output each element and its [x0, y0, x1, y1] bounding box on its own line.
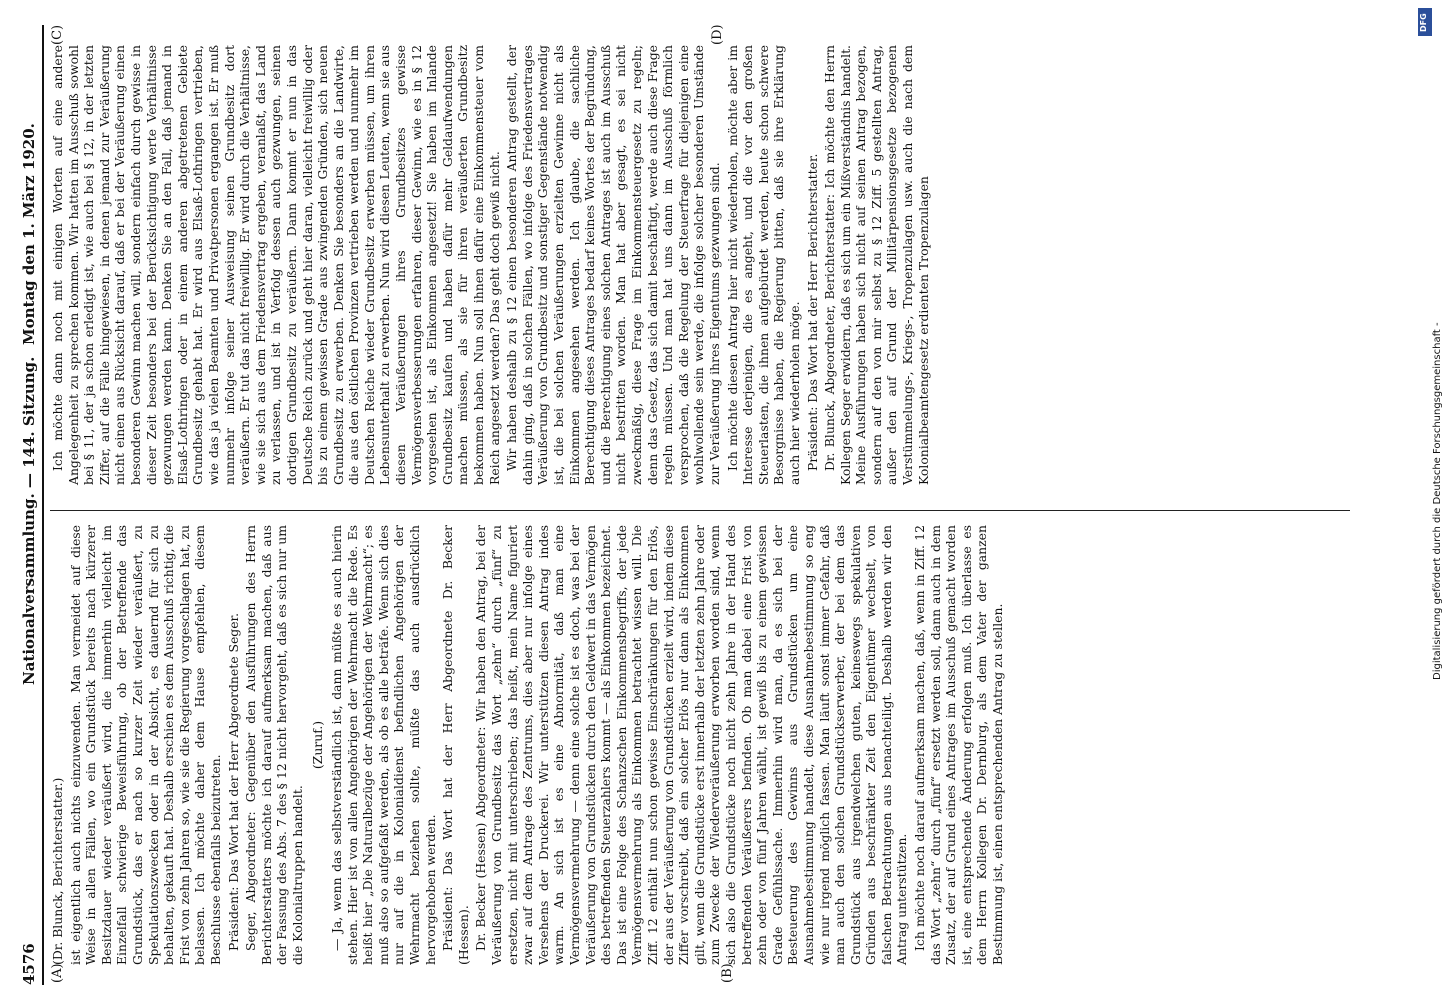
- margin-mark-d: (D): [710, 24, 725, 45]
- paragraph: Präsident: Das Wort hat der Herr Abgeordnete Seger.: [225, 612, 241, 951]
- page-number: 4576: [20, 943, 38, 985]
- paragraph: Dr. Becker (Hessen) Abgeordneter: Wir haben den Antrag, bei der Veräußerung von Grundbesitz das Wort „zehn“ durch „fünf“ zu ersetzen, nicht mit unterschrieben; das heißt, mein Name figuriert zwar auf dem Antrage des Zentrums, dies aber nur infolge eines Versehens der Druckerei. Wir unterstützen diesen Antrag indes warm. An sich ist es eine Abnormität, daß man eine Vermögensvermehrung — denn eine solche ist es doch, was bei der Veräußerung von Grundstücken durch den Geldwert in das Vermögen des betreffenden Steuerzahlers kommt — als Einkommen bezeichnet. Das ist eine Folge des Schanzschen Einkommensbegriffs, der jede Vermögensvermehrung als Einkommen betrachtet wissen will. Die Ziff. 12 enthält nun schon gewisse Einschränkungen für den Erlös, der aus der Veräußerung von Grundstücken erzielt wird, indem diese Ziffer vorschreibt, daß ein solcher Erlös nur dann als Einkommen gilt, wenn die Grundstücke erst innerhalb der letzten zehn Jahre oder zum Zwecke der Wiederveräußerung erworben worden sind, wenn sich also die Grundstücke noch nicht zehn Jahre in der Hand des betreffenden Veräußerers befinden. Ob man dabei eine Frist von zehn oder von fünf Jahren wählt, ist gewiß bis zu einem gewissen Grade Gefühlssache. Immerhin wird man, da es sich bei der Besteuerung des Gewinns aus Grundstücken um eine Ausnahmebestimmung handelt, diese Ausnahmebestimmung so eng wie nur irgend möglich fassen. Man läuft sonst immer Gefahr, daß man auch den solchen Grundstückserwerber, der bei dem das Grundstück aus irgendwelchen guten, keineswegs spekulativen Gründen aus beschränkter Zeit den Eigentümer wechselt, von falschen Betrachtungen aus benachteiligt. Deshalb werden wir den Antrag unterstützen.: [473, 525, 910, 965]
- margin-mark-b: (B): [720, 963, 735, 983]
- paragraph: — Ja, wenn das selbstverständlich ist, dann müßte es auch hierin stehen. Hier ist von allen Angehörigen der Wehrmacht die Rede. Es heißt hier „Die Naturalbezüge der Angehörigen der Wehrmacht“; es muß also so aufgefaßt werden, als ob es alle beträfe. Wenn sich dies nur auf die in Kolonialdienst befindlichen Angehörigen der Wehrmacht beziehen sollte, müßte das auch ausdrücklich hervorgehoben werden.: [329, 525, 438, 965]
- page-header: [20, 25, 44, 985]
- column-divider: [50, 510, 1350, 511]
- dfg-logo: DFG: [1418, 8, 1432, 36]
- paragraph: Ich möchte noch darauf aufmerksam machen, daß, wenn in Ziff. 12 das Wort „zehn“ durch „fünf“ ersetzt werden soll, dann auch in dem Zusatz, der auf Grund eines Antrages im Ausschuß gemacht worden ist, eine entsprechende Änderung erfolgen muß. Ich überlasse es dem Herrn Kollegen Dr. Dernburg, als dem Vater der ganzen Bestimmung ist, einen entsprechenden Antrag zu stellen.: [912, 525, 1006, 965]
- paragraph: Ich möchte diesen Antrag hier nicht wiederholen, möchte aber im Interesse derjenigen, die es angeht, und die vor den großen Steuerlasten, die ihnen aufgebürdet werden, heute schon schwere Besorgnisse haben, die Regierung bitten, daß sie ihre Erklärung auch hier wiederholen möge.: [724, 45, 802, 485]
- paragraph: Wir haben deshalb zu § 12 einen besonderen Antrag gestellt, der dahin ging, daß in solchen Fällen, wo infolge des Friedensvertrages Veräußerung von Grundbesitz und sonstiger Gegenstände notwendig ist, die bei solchen Veräußerungen erzielten Gewinne nicht als Einkommen angesehen werden. Ich glaube, die sachliche Berechtigung dieses Antrages bedarf keines Wortes der Begründung, und die Berechtigung eines solchen Antrages ist auch im Ausschuß nicht bestritten worden. Man hat aber gesagt, es sei nicht zweckmäßig, diese Frage im Einkommensteuergesetz zu regeln; denn das Gesetz, das sich damit beschäftigt, werde auch diese Frage regeln müssen. Und man hat uns dann im Ausschuß förmlich versprochen, daß die Regelung der Steuerfrage für diejenigen eine wohlwollende sein werde, die infolge solcher besonderen Umstände zur Veräußerung ihres Eigentums gezwungen sind.: [504, 45, 722, 485]
- paragraph: Dr. Blunck, Abgeordneter, Berichterstatter: Ich möchte den Herrn Kollegen Seger erwidern, daß es sich um ein Mißverständnis handelt. Meine Ausführungen haben sich nicht auf seinen Antrag bezogen, sondern auf den von mir selbst zu § 12 Ziff. 5 gestellten Antrag, außer den auf Grund der Militärpensionsgesetze bezogenen Verstümmelungs-, Kriegs-, Tropenzulagen usw. auch die nach dem Kolonialbeamtengesetz erdienten Tropenzulagen: [822, 45, 931, 485]
- paragraph: (Dr. Blunck, Berichterstatter.): [50, 777, 65, 965]
- session-date: Montag den 1. März 1920.: [20, 123, 38, 345]
- right-column: [50, 45, 1360, 485]
- rotated-page: [20, 25, 1395, 985]
- paragraph: ist eigentlich auch nichts einzuwenden. Man vermeidet auf diese Weise in allen Fällen, wo ein Grundstück bereits nach kürzerer Besitzdauer wieder veräußert wird, die immerhin vielleicht im Einzelfall schwierige Beweisführung, ob der Betreffende das Grundstück, das er nach so kurzer Zeit wieder veräußert, zu Spekulationszwecken oder in der Absicht, es dauernd für sich zu behalten, gekauft hat. Deshalb erschien es dem Ausschuß richtig, die Frist von zehn Jahren so, wie sie die Regierung vorgeschlagen hat, zu belassen. Ich möchte daher dem Hause empfehlen, diesem Beschlusse ebenfalls beizutreten.: [67, 525, 223, 965]
- digitization-credit: Digitalisierung gefördert durch die Deutsche Forschungsgemeinschaft -: [1432, 322, 1443, 680]
- left-column: [50, 525, 1360, 965]
- paragraph: Seger, Abgeordneter: Gegenüber den Ausführungen des Herrn Berichterstatters möchte ich darauf aufmerksam machen, daß aus der Fassung des Abs. 7 des § 12 nicht hervorgeht, daß es sich nur um die Kolonialtruppen handelt.: [243, 525, 305, 965]
- margin-mark-c: (C): [50, 24, 65, 45]
- assembly-title: Nationalversammlung. — 144. Sitzung.: [20, 356, 38, 685]
- paragraph: Ich möchte dann noch mit einigen Worten auf eine andere Angelegenheit zu sprechen kommen. Wir hatten im Ausschuß sowohl bei § 11, der ja schon erledigt ist, wie auch bei § 12, in der letzten Ziffer, auf die Fälle hingewiesen, in denen jemand zur Veräußerung nicht einen aus Rücksicht darauf, daß er bei der Veräußerung einen besonderen Gewinn machen will, sondern einfach durch gewisse in dieser Zeit besonders bei der Berücksichtigung werte Verhältnisse gezwungen werden kann. Denken Sie an den Fall, daß jemand in Elsaß-Lothringen oder in einem anderen abgetretenen Gebiete Grundbesitz gehabt hat. Er wird aus Elsaß-Lothringen vertrieben, wie das ja vielen Beamten und Privatpersonen ergangen ist. Er muß nunmehr infolge seiner Ausweisung seinen Grundbesitz dort veräußern. Er tut das nicht freiwillig. Er wird durch die Verhältnisse, wie sie sich aus dem Friedensvertrag ergeben, veranlaßt, das Land zu verlassen, und ist in Verfolg dessen auch gezwungen, seinen dortigen Grundbesitz zu veräußern. Dann kommt er nun in das Deutsche Reich zurück und geht hier daran, vielleicht freiwillig oder bis zu einem gewissen Grade aus zwingenden Gründen, sich neuen Grundbesitz zu erwerben. Denken Sie besonders an die Landwirte, die aus den östlichen Provinzen vertrieben werden und nunmehr im Deutschen Reiche wieder Grundbesitz erwerben müssen, um ihren Lebensunterhalt zu erwerben. Nun wird diesen Leuten, wenn sie aus diesen Veräußerungen ihres Grundbesitzes gewisse Vermögensverbesserungen erfahren, dieser Gewinn, wie es in § 12 vorgesehen ist, als Einkommen angesetzt! Sie haben im Inlande Grundbesitz kaufen und haben dafür mehr Geldaufwendungen machen müssen, als sie für ihren veräußerten Grundbesitz bekommen haben. Nun soll ihnen dafür eine Einkommensteuer vom Reich angesetzt werden? Das geht doch gewiß nicht.: [50, 45, 502, 485]
- interjection: (Zuruf.): [309, 720, 325, 770]
- paragraph: Präsident: Das Wort hat der Herr Berichterstatter.: [804, 153, 820, 471]
- margin-mark-a: (A): [50, 963, 65, 983]
- paragraph: Präsident: Das Wort hat der Herr Abgeordnete Dr. Becker (Hessen).: [440, 525, 471, 965]
